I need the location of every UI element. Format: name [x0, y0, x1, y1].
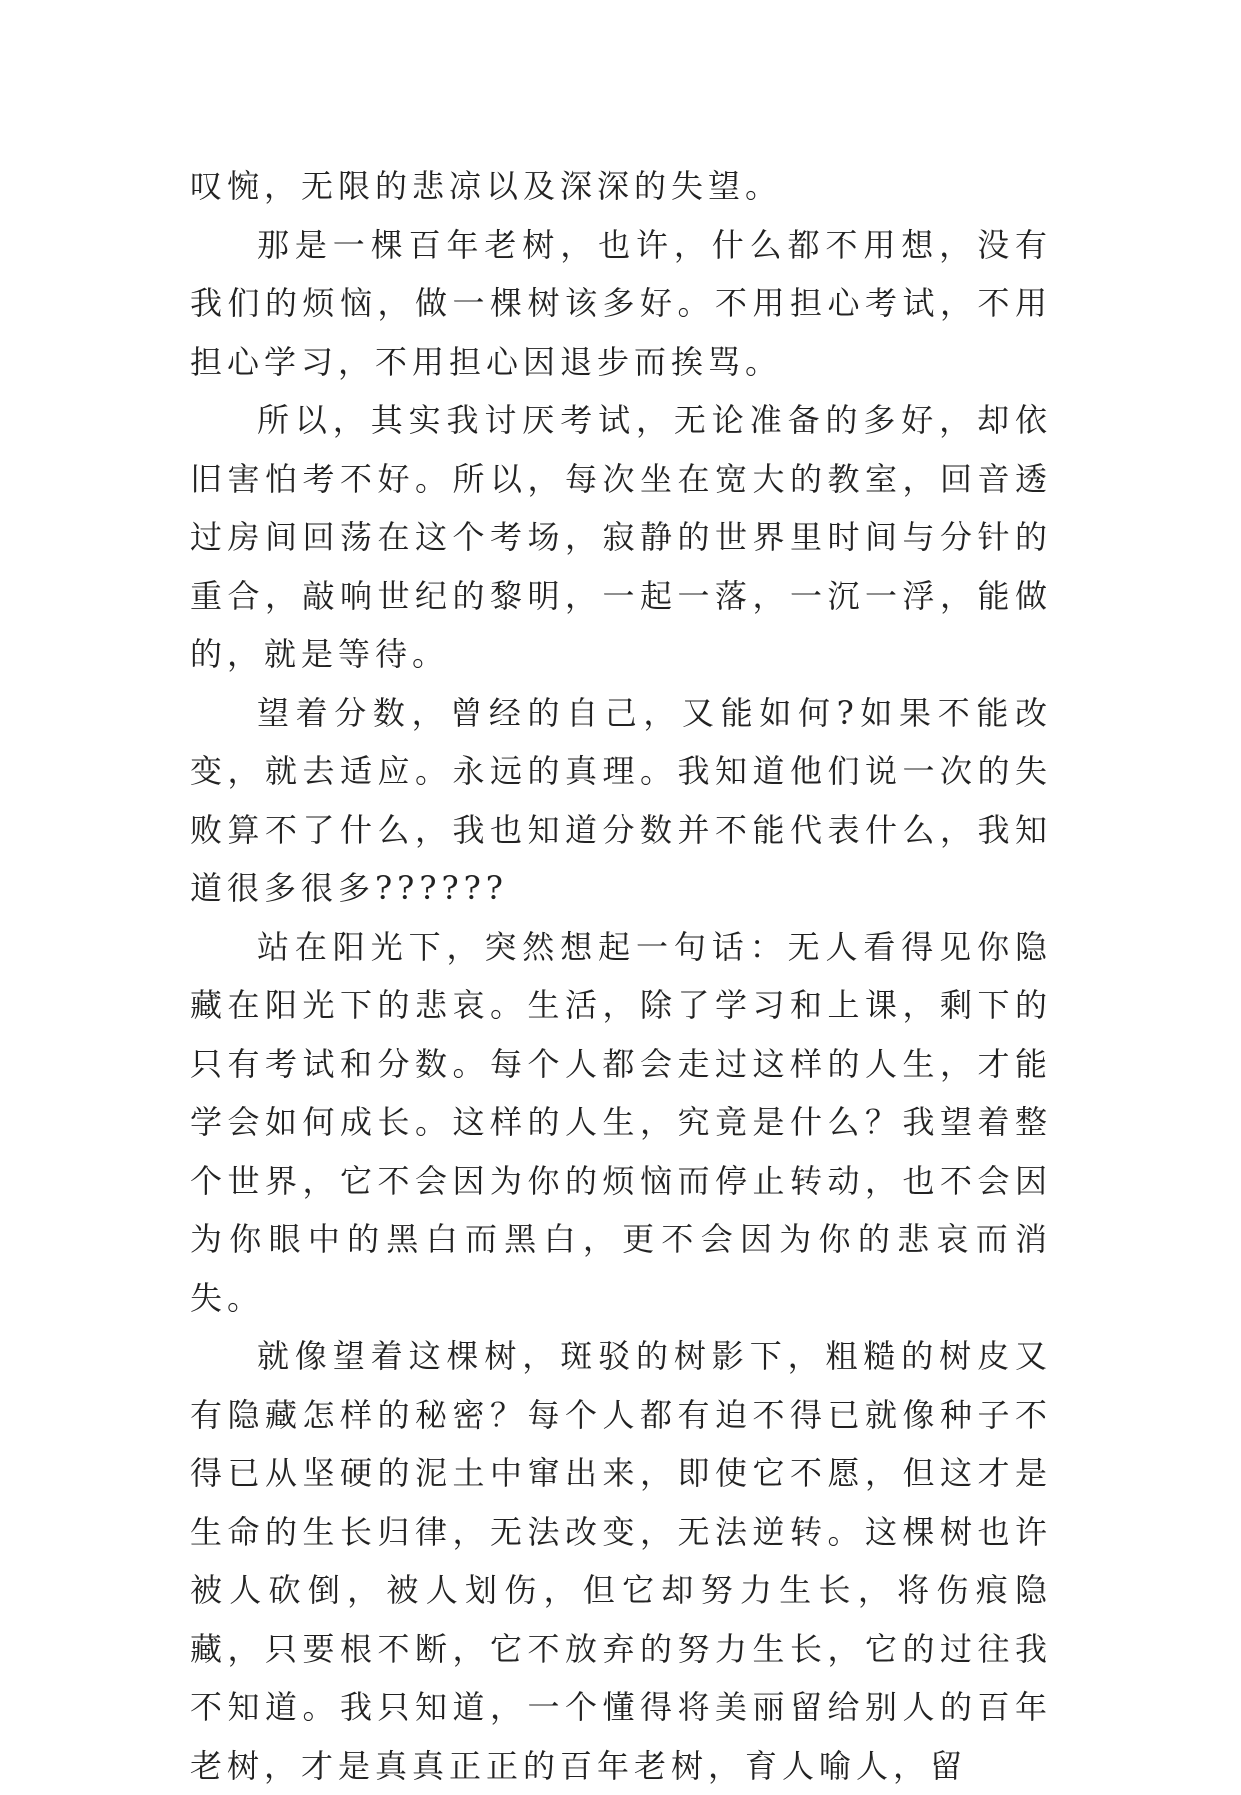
paragraph-continuation: 叹惋，无限的悲凉以及深深的失望。	[190, 167, 783, 205]
paragraph: 站在阳光下，突然想起一句话：无人看得见你隐藏在阳光下的悲哀。生活，除了学习和上课，剩下的只有考试和分数。每个人都会走过这样的人生，才能学会如何成长。这样的人生，究竟是什么？我望着整个世界，它不会因为你的烦恼而停止转动，也不会因为你眼中的黑白而黑白，更不会因为你的悲哀而消失。	[190, 927, 1052, 1317]
paragraph: 那是一棵百年老树，也许，什么都不用想，没有我们的烦恼，做一棵树该多好。不用担心考试，不用担心学习，不用担心因退步而挨骂。	[190, 225, 1052, 381]
paragraph: 所以，其实我讨厌考试，无论准备的多好，却依旧害怕考不好。所以，每次坐在宽大的教室，回音透过房间回荡在这个考场，寂静的世界里时间与分针的重合，敲响世纪的黎明，一起一落，一沉一浮，能做的，就是等待。	[190, 401, 1052, 673]
paragraph: 就像望着这棵树，斑驳的树影下，粗糙的树皮又有隐藏怎样的秘密？每个人都有迫不得已就像种子不得已从坚硬的泥土中窜出来，即使它不愿，但这才是生命的生长归律，无法改变，无法逆转。这棵树也许被人砍倒，被人划伤，但它却努力生长，将伤痕隐藏，只要根不断，它不放弃的努力生长，它的过往我不知道。我只知道，一个懂得将美丽留给别人的百年老树，才是真真正正的百年老树，育人喻人，留	[190, 1337, 1052, 1785]
body-text	[190, 157, 1052, 1795]
paragraph: 望着分数，曾经的自己，又能如何?如果不能改变，就去适应。永远的真理。我知道他们说一次的失败算不了什么，我也知道分数并不能代表什么，我知道很多很多??????	[190, 693, 1052, 907]
